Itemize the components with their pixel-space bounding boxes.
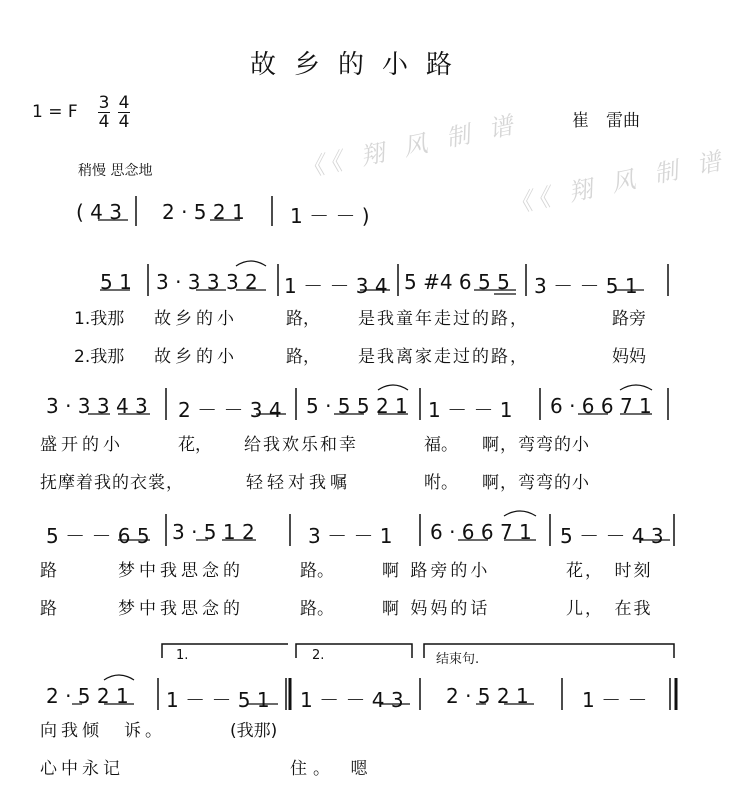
staff4-measure-5: 1 － － bbox=[582, 688, 648, 712]
staff4-lyric2-b: 住。 嗯 bbox=[290, 759, 374, 779]
tempo-marking: 稍慢 思念地 bbox=[78, 163, 153, 179]
staff2-lyric1-e: 啊，弯弯的小 bbox=[482, 435, 590, 455]
staff4-lyric1-a: 向我倾 诉。 bbox=[40, 721, 166, 741]
staff1-lyric2-c: 路， bbox=[286, 347, 320, 367]
volta-1-label: 1. bbox=[176, 648, 189, 663]
staff1-measure-2: 3 · 3 3 3 2 bbox=[156, 270, 258, 294]
staff1-lyric1-b: 故乡的小 bbox=[154, 309, 238, 329]
staff2-lyric2-e: 啊，弯弯的小 bbox=[482, 473, 590, 493]
watermark-2: 《《 翔 风 制 谱 bbox=[505, 145, 729, 220]
staff3-lyric1-a: 路 bbox=[40, 561, 57, 581]
slur bbox=[504, 511, 536, 516]
staff3-lyric1-b: 梦中我思念的 bbox=[118, 561, 244, 581]
composer-credit: 崔 雷曲 bbox=[572, 111, 640, 131]
staff4-measure-1: 2 · 5 2 1 bbox=[46, 684, 129, 708]
staff1-measure-1: 5 1 bbox=[100, 270, 132, 294]
coda-label: 结束句. bbox=[436, 652, 480, 667]
volta-1-bracket bbox=[162, 644, 288, 658]
staff2-lyric2-c: 轻轻对我嘱 bbox=[246, 473, 351, 493]
staff4-measure-2: 1 － － 5 1 bbox=[166, 688, 270, 712]
volta-2-label: 2. bbox=[312, 648, 325, 663]
staff1-lyric2-a: 2.我那 bbox=[74, 347, 125, 367]
staff2-measure-3: 5 · 5 5 2 1 bbox=[306, 394, 408, 418]
staff1-measure-5: 3 － － 5 1 bbox=[534, 274, 638, 298]
staff3-measure-5: 5 － － 4 3 bbox=[560, 524, 664, 548]
staff1-measure-3: 1 － － 3 4 bbox=[284, 274, 388, 298]
staff3-lyric2-e: 儿， 在我 bbox=[566, 599, 653, 619]
staff3-lyric2-a: 路 bbox=[40, 599, 57, 619]
staff2-lyric1-a: 盛开的小 bbox=[40, 435, 124, 455]
intro-measure-2: 2 · 5 2 1 bbox=[162, 200, 245, 224]
staff1-lyric2-b: 故乡的小 bbox=[154, 347, 238, 367]
time-sig-2-num: 4 bbox=[118, 93, 130, 113]
time-sig-1-den: 4 bbox=[98, 112, 110, 132]
staff2-lyric2-d: 咐。 bbox=[424, 473, 458, 493]
staff1-measure-4: 5 #4 6 5 5 bbox=[404, 270, 510, 294]
staff2-measure-1: 3 · 3 3 4 3 bbox=[46, 394, 148, 418]
song-title: 故乡的小路 bbox=[250, 50, 471, 80]
staff4-measure-3: 1 － － 4 3 bbox=[300, 688, 404, 712]
staff3-lyric1-e: 花， 时刻 bbox=[566, 561, 653, 581]
staff3-lyric1-c: 路。 bbox=[300, 561, 334, 581]
slur bbox=[236, 261, 266, 266]
staff3-measure-1: 5 － － 6 5 bbox=[46, 524, 150, 548]
watermark-1: 《《 翔 风 制 谱 bbox=[297, 109, 522, 184]
staff1-lyric1-e: 路旁 bbox=[612, 309, 646, 329]
staff2-measure-2: 2 － － 3 4 bbox=[178, 398, 282, 422]
staff2-lyric1-d: 福。 bbox=[424, 435, 458, 455]
slur bbox=[104, 675, 134, 680]
intro-measure-3: 1 － － ) bbox=[290, 204, 370, 228]
staff3-measure-2: 3 · 5 1 2 bbox=[172, 520, 255, 544]
slur bbox=[378, 385, 408, 390]
staff3-measure-4: 6 · 6 6 7 1 bbox=[430, 520, 532, 544]
time-sig-2-den: 4 bbox=[118, 112, 130, 132]
staff2-lyric2-a: 抚摩着我的衣裳， bbox=[40, 473, 184, 493]
staff4-measure-4: 2 · 5 2 1 bbox=[446, 684, 529, 708]
staff2-lyric1-b: 花， bbox=[178, 435, 212, 455]
key-signature: 1 = F bbox=[32, 102, 78, 122]
staff3-measure-3: 3 － － 1 bbox=[308, 524, 393, 548]
staff1-lyric1-c: 路， bbox=[286, 309, 320, 329]
staff1-lyric1-d: 是我童年走过的路， bbox=[358, 309, 529, 329]
time-sig-1-num: 3 bbox=[98, 93, 110, 113]
volta-2-bracket bbox=[296, 644, 412, 658]
staff2-lyric1-c: 给我欢乐和幸 bbox=[244, 435, 358, 455]
staff4-lyric1-b: (我那) bbox=[230, 721, 278, 741]
staff3-lyric2-d: 啊 妈妈的话 bbox=[382, 599, 491, 619]
staff1-lyric1-a: 1.我那 bbox=[74, 309, 125, 329]
staff1-lyric2-e: 妈妈 bbox=[612, 347, 646, 367]
staff2-measure-5: 6 · 6 6 7 1 bbox=[550, 394, 652, 418]
staff4-lyric2-a: 心中永记 bbox=[40, 759, 124, 779]
staff3-lyric1-d: 啊 路旁的小 bbox=[382, 561, 491, 581]
staff1-lyric2-d: 是我离家走过的路， bbox=[358, 347, 529, 367]
staff2-measure-4: 1 － － 1 bbox=[428, 398, 513, 422]
intro-measure-1: ( 4 3 bbox=[76, 200, 122, 224]
staff3-lyric2-b: 梦中我思念的 bbox=[118, 599, 244, 619]
coda-bracket bbox=[424, 644, 674, 658]
staff3-lyric2-c: 路。 bbox=[300, 599, 334, 619]
slur bbox=[620, 385, 652, 390]
